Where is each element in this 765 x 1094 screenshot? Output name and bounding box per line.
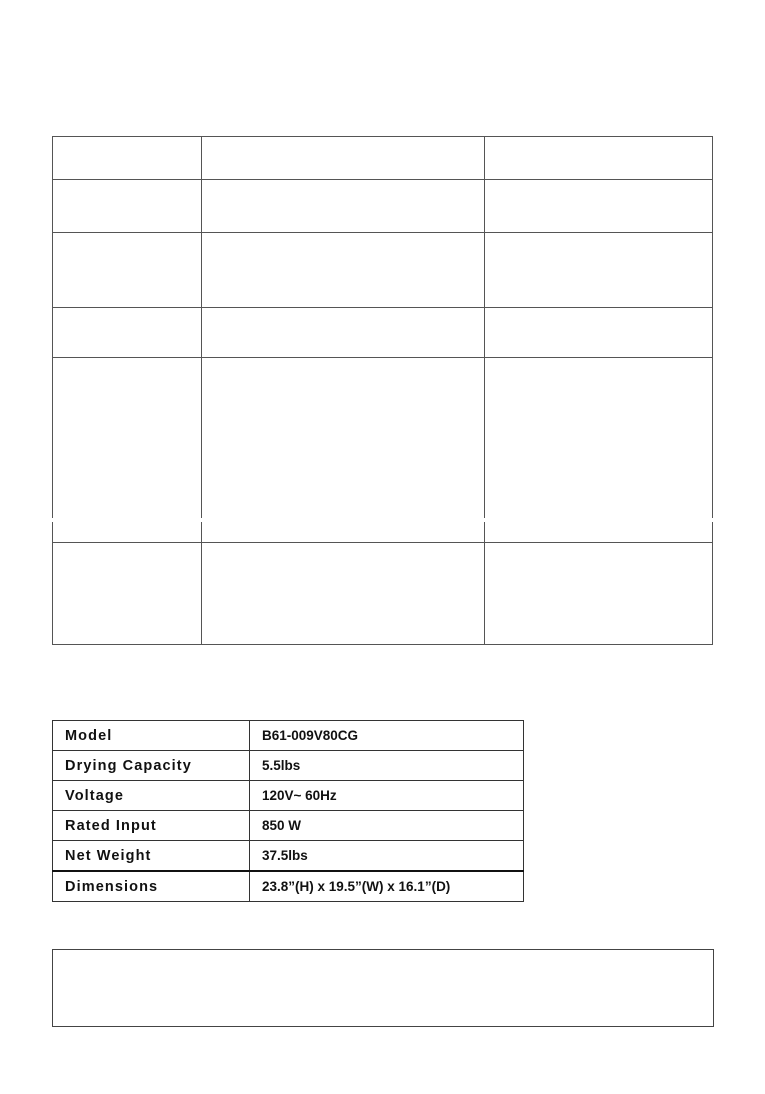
grid-row-divider — [53, 179, 712, 180]
spec-value-model: B61-009V80CG — [250, 721, 524, 751]
blank-note-box — [52, 949, 714, 1027]
table-row — [53, 781, 524, 811]
grid-column-divider — [201, 137, 202, 644]
grid-row-divider — [53, 232, 712, 233]
table-row — [53, 721, 524, 751]
table-row — [53, 871, 524, 902]
table-row — [53, 751, 524, 781]
grid-line-gap — [710, 518, 714, 522]
blank-grid-table — [52, 136, 713, 645]
spec-value-drying-capacity: 5.5lbs — [250, 751, 524, 781]
spec-value-rated-input: 850 W — [250, 811, 524, 841]
grid-row-divider — [53, 307, 712, 308]
grid-line-gap — [51, 518, 55, 522]
spec-label-model: Model — [53, 721, 250, 751]
specification-table — [52, 720, 524, 902]
spec-value-voltage: 120V~ 60Hz — [250, 781, 524, 811]
grid-row-divider — [53, 357, 712, 358]
spec-value-net-weight: 37.5lbs — [250, 841, 524, 872]
grid-row-divider — [53, 542, 712, 543]
table-row — [53, 811, 524, 841]
grid-line-gap — [482, 518, 486, 522]
spec-label-drying-capacity: Drying Capacity — [53, 751, 250, 781]
grid-line-gap — [199, 518, 203, 522]
spec-label-voltage: Voltage — [53, 781, 250, 811]
spec-label-dimensions: Dimensions — [53, 871, 250, 902]
spec-label-net-weight: Net Weight — [53, 841, 250, 872]
grid-column-divider — [484, 137, 485, 644]
spec-label-rated-input: Rated Input — [53, 811, 250, 841]
spec-value-dimensions: 23.8”(H) x 19.5”(W) x 16.1”(D) — [250, 871, 524, 902]
table-row — [53, 841, 524, 872]
